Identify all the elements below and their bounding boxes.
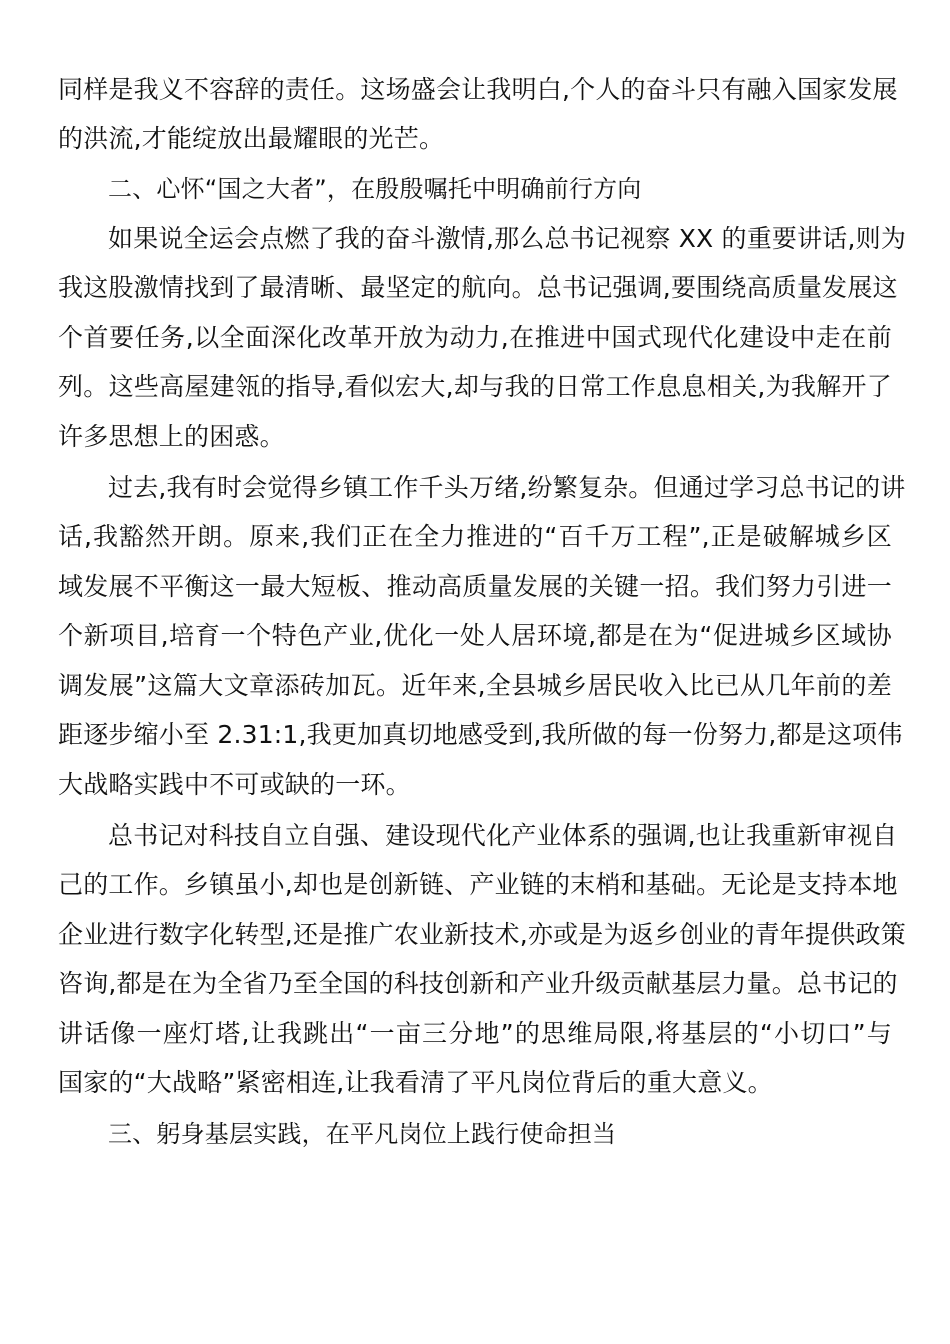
- paragraph-line: 距逐步缩小至 2.31:1,我更加真切地感受到,我所做的每一份努力,都是这项伟: [58, 720, 903, 749]
- paragraph-line: 个新项目,培育一个特色产业,优化一处人居环境,都是在为“促进城乡区域协: [58, 621, 892, 650]
- paragraph-line: 己的工作。乡镇虽小,却也是创新链、产业链的末梢和基础。无论是支持本地: [58, 870, 898, 899]
- paragraph-line: 的洪流,才能绽放出最耀眼的光芒。: [58, 124, 445, 153]
- section-heading-3: 三、躬身基层实践，在平凡岗位上践行使命担当: [108, 1120, 617, 1148]
- paragraph-line: 话,我豁然开朗。原来,我们正在全力推进的“百千万工程”,正是破解城乡区: [58, 522, 892, 551]
- paragraph-line: 域发展不平衡这一最大短板、推动高质量发展的关键一招。我们努力引进一: [58, 572, 892, 601]
- section-heading-2: 二、心怀“国之大者”，在殷殷嘱托中明确前行方向: [108, 175, 642, 203]
- paragraph-line: 咨询,都是在为全省乃至全国的科技创新和产业升级贡献基层力量。总书记的: [58, 969, 898, 998]
- paragraph-line: 大战略实践中不可或缺的一环。: [58, 770, 411, 799]
- paragraph-line: 讲话像一座灯塔,让我跳出“一亩三分地”的思维局限,将基层的“小切口”与: [58, 1019, 892, 1048]
- paragraph-line: 列。这些高屋建瓴的指导,看似宏大,却与我的日常工作息息相关,为我解开了: [58, 372, 892, 401]
- paragraph-line: 我这股激情找到了最清晰、最坚定的航向。总书记强调,要围绕高质量发展这: [58, 273, 898, 302]
- paragraph-line: 国家的“大战略”紧密相连,让我看清了平凡岗位背后的重大意义。: [58, 1068, 773, 1097]
- paragraph-line: 企业进行数字化转型,还是推广农业新技术,亦或是为返乡创业的青年提供政策: [58, 920, 906, 949]
- paragraph-line: 许多思想上的困惑。: [58, 422, 285, 451]
- paragraph-line: 调发展”这篇大文章添砖加瓦。近年来,全县城乡居民收入比已从几年前的差: [58, 671, 892, 700]
- paragraph-line: 同样是我义不容辞的责任。这场盛会让我明白,个人的奋斗只有融入国家发展: [58, 75, 898, 104]
- paragraph-line: 总书记对科技自立自强、建设现代化产业体系的强调,也让我重新审视自: [108, 821, 898, 850]
- paragraph-line: 个首要任务,以全面深化改革开放为动力,在推进中国式现代化建设中走在前: [58, 323, 892, 352]
- paragraph-line: 过去,我有时会觉得乡镇工作千头万绪,纷繁复杂。但通过学习总书记的讲: [108, 473, 906, 502]
- paragraph-line: 如果说全运会点燃了我的奋斗激情,那么总书记视察 XX 的重要讲话,则为: [108, 224, 907, 253]
